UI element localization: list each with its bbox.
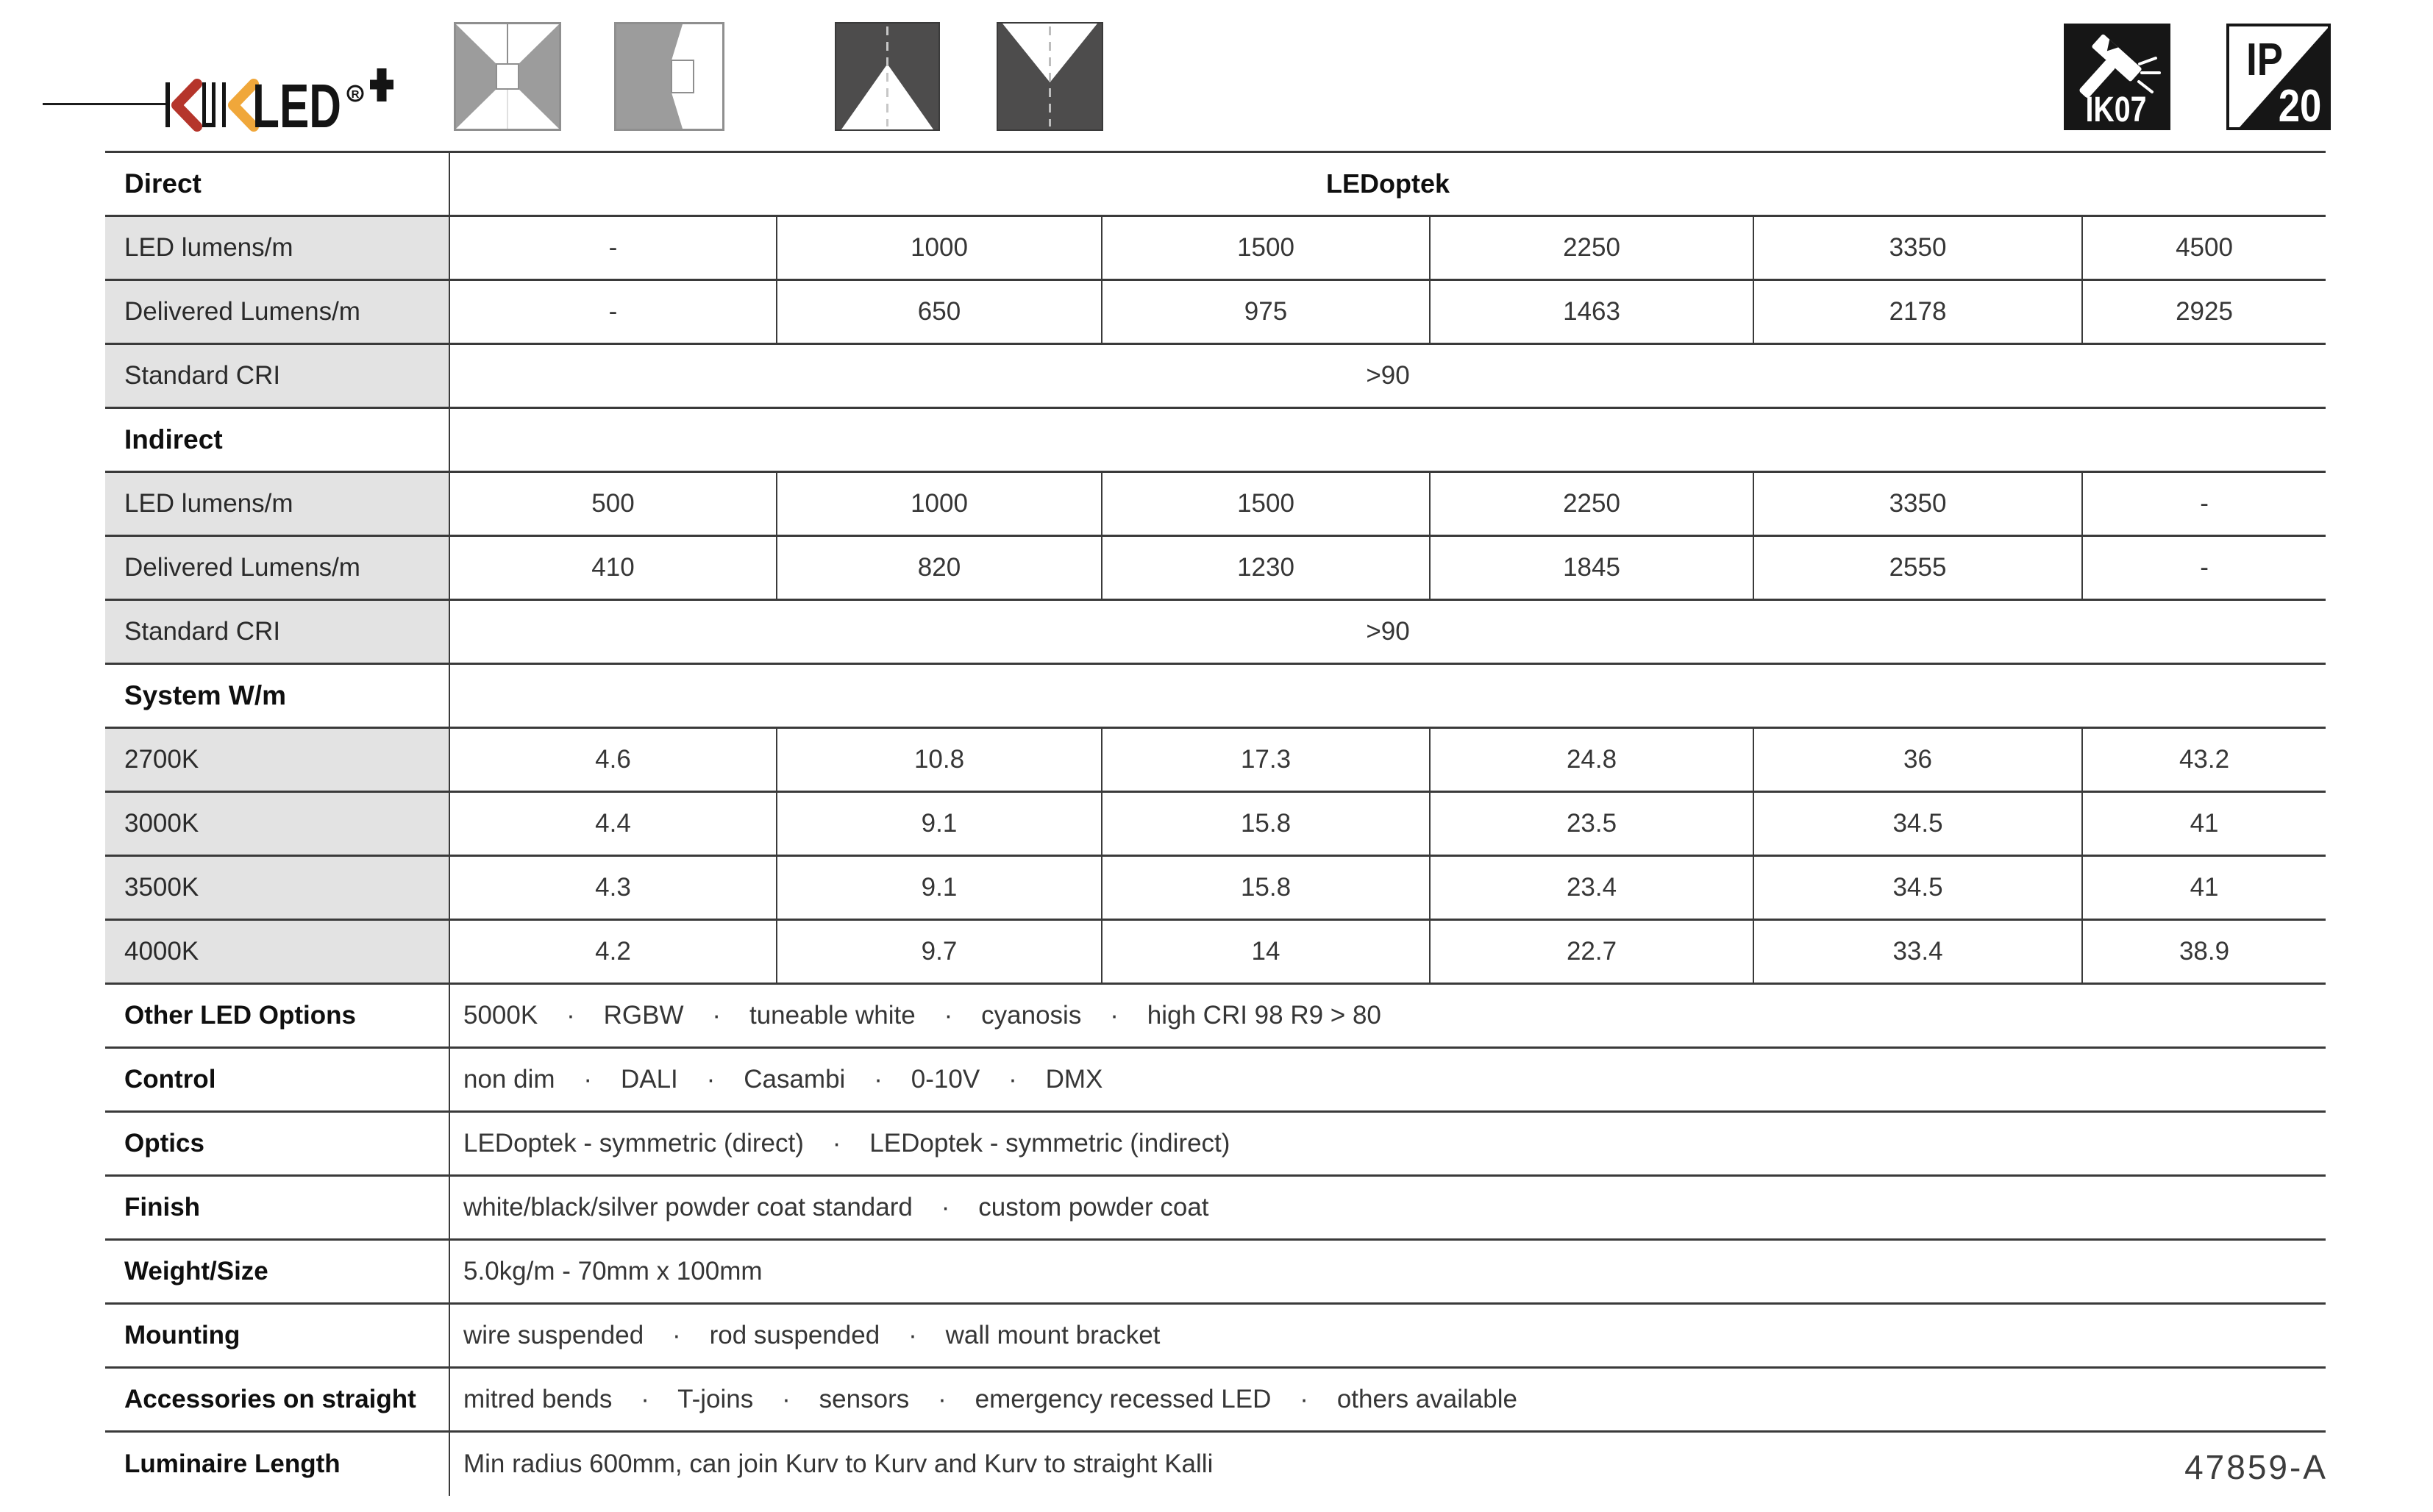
- cell-value: 650: [777, 280, 1102, 344]
- section-row-direct: [105, 152, 2326, 216]
- row-label: Delivered Lumens/m: [105, 280, 449, 344]
- cell-value: 24.8: [1430, 728, 1753, 792]
- specification-table: [105, 151, 2326, 1496]
- cell-value: 41: [2082, 792, 2326, 856]
- spec-label: Other LED Options: [105, 984, 449, 1048]
- cell-value: 10.8: [777, 728, 1102, 792]
- spec-label: Mounting: [105, 1304, 449, 1368]
- table-row: [105, 472, 2326, 536]
- cell-value: 9.7: [777, 920, 1102, 984]
- spec-value: 5.0kg/m - 70mm x 100mm: [449, 1240, 2326, 1304]
- spec-value: 5000K · RGBW · tuneable white · cyanosis · high CRI 98 R9 > 80: [449, 984, 2326, 1048]
- document-number: 47859-A: [2184, 1448, 2328, 1486]
- ip-label: IP: [2246, 35, 2283, 86]
- cell-value: -: [449, 216, 777, 280]
- table-row: [105, 920, 2326, 984]
- spec-row: [105, 1176, 2326, 1240]
- logo-led-text: LED: [252, 71, 341, 138]
- ip-value: 20: [2278, 81, 2322, 130]
- cell-value: 17.3: [1102, 728, 1430, 792]
- spec-row: [105, 1368, 2326, 1432]
- cell-value: 2555: [1753, 536, 2082, 600]
- cell-value: 9.1: [777, 856, 1102, 920]
- cell-value: 22.7: [1430, 920, 1753, 984]
- cell-value: 4.4: [449, 792, 777, 856]
- cell-value: -: [449, 280, 777, 344]
- spec-label: Luminaire Length: [105, 1432, 449, 1496]
- table-row: [105, 536, 2326, 600]
- cell-value: -: [2082, 536, 2326, 600]
- section-row-system-w: [105, 664, 2326, 728]
- table-row: [105, 216, 2326, 280]
- cell-value: 2250: [1430, 472, 1753, 536]
- table-row: [105, 280, 2326, 344]
- spec-value: non dim · DALI · Casambi · 0-10V · DMX: [449, 1048, 2326, 1112]
- cell-value: 1500: [1102, 472, 1430, 536]
- cell-value: 33.4: [1753, 920, 2082, 984]
- table-row: [105, 600, 2326, 664]
- cell-value: 23.4: [1430, 856, 1753, 920]
- cell-value: 43.2: [2082, 728, 2326, 792]
- logo-reg-mark: R: [351, 88, 360, 101]
- cell-value: 3350: [1753, 472, 2082, 536]
- cell-value: 23.5: [1430, 792, 1753, 856]
- row-label: Standard CRI: [105, 344, 449, 408]
- table-row: [105, 856, 2326, 920]
- ip20-rating-icon: [2226, 24, 2331, 130]
- indirect-beam-icon: [997, 22, 1103, 131]
- spec-row: [105, 1112, 2326, 1176]
- empty-section-space: [449, 408, 2326, 472]
- spec-value: mitred bends · T-joins · sensors · emergency recessed LED · others available: [449, 1368, 2326, 1432]
- asymmetric-distribution-icon: [614, 22, 724, 131]
- spec-row: [105, 1048, 2326, 1112]
- cri-value: >90: [449, 600, 2326, 664]
- spec-row: [105, 1240, 2326, 1304]
- section-row-indirect: [105, 408, 2326, 472]
- cri-value: >90: [449, 344, 2326, 408]
- cell-value: 1500: [1102, 216, 1430, 280]
- section-label-system-w: System W/m: [105, 664, 449, 728]
- spec-label: Finish: [105, 1176, 449, 1240]
- row-label: 3000K: [105, 792, 449, 856]
- spec-value: wire suspended · rod suspended · wall mount bracket: [449, 1304, 2326, 1368]
- table-row: [105, 344, 2326, 408]
- cell-value: 34.5: [1753, 792, 2082, 856]
- spec-label: Accessories on straight: [105, 1368, 449, 1432]
- row-label: Standard CRI: [105, 600, 449, 664]
- cell-value: 3350: [1753, 216, 2082, 280]
- cell-value: -: [2082, 472, 2326, 536]
- cell-value: 2250: [1430, 216, 1753, 280]
- cell-value: 4.6: [449, 728, 777, 792]
- klik-led-logo-icon: [138, 50, 455, 138]
- cell-value: 4.2: [449, 920, 777, 984]
- section-label-indirect: Indirect: [105, 408, 449, 472]
- cell-value: 975: [1102, 280, 1430, 344]
- ledoptek-header: LEDoptek: [449, 152, 2326, 216]
- row-label: 4000K: [105, 920, 449, 984]
- cell-value: 1463: [1430, 280, 1753, 344]
- section-label-direct: Direct: [105, 152, 449, 216]
- row-label: LED lumens/m: [105, 216, 449, 280]
- cell-value: 1000: [777, 216, 1102, 280]
- cell-value: 4500: [2082, 216, 2326, 280]
- cell-value: 14: [1102, 920, 1430, 984]
- cell-value: 36: [1753, 728, 2082, 792]
- cell-value: 4.3: [449, 856, 777, 920]
- cell-value: 1000: [777, 472, 1102, 536]
- cell-value: 38.9: [2082, 920, 2326, 984]
- cell-value: 15.8: [1102, 792, 1430, 856]
- cell-value: 2925: [2082, 280, 2326, 344]
- row-label: 2700K: [105, 728, 449, 792]
- row-label: 3500K: [105, 856, 449, 920]
- cell-value: 820: [777, 536, 1102, 600]
- cell-value: 15.8: [1102, 856, 1430, 920]
- cell-value: 1230: [1102, 536, 1430, 600]
- spec-value: Min radius 600mm, can join Kurv to Kurv and Kurv to straight Kalli: [449, 1432, 2326, 1496]
- row-label: Delivered Lumens/m: [105, 536, 449, 600]
- ik07-label: IK07: [2085, 90, 2147, 129]
- cell-value: 34.5: [1753, 856, 2082, 920]
- cell-value: 410: [449, 536, 777, 600]
- spec-row: [105, 1432, 2326, 1496]
- table-row: [105, 792, 2326, 856]
- cell-value: 41: [2082, 856, 2326, 920]
- spec-row: [105, 1304, 2326, 1368]
- cell-value: 2178: [1753, 280, 2082, 344]
- spec-label: Optics: [105, 1112, 449, 1176]
- cell-value: 500: [449, 472, 777, 536]
- spec-row: [105, 984, 2326, 1048]
- spec-value: white/black/silver powder coat standard · custom powder coat: [449, 1176, 2326, 1240]
- cell-value: 1845: [1430, 536, 1753, 600]
- spec-label: Control: [105, 1048, 449, 1112]
- direct-indirect-symmetric-icon: [454, 22, 561, 131]
- row-label: LED lumens/m: [105, 472, 449, 536]
- table-row: [105, 728, 2326, 792]
- empty-section-space: [449, 664, 2326, 728]
- ik07-impact-rating-icon: [2064, 24, 2170, 130]
- spec-value: LEDoptek - symmetric (direct) · LEDoptek - symmetric (indirect): [449, 1112, 2326, 1176]
- cell-value: 9.1: [777, 792, 1102, 856]
- direct-beam-icon: [835, 22, 940, 131]
- spec-label: Weight/Size: [105, 1240, 449, 1304]
